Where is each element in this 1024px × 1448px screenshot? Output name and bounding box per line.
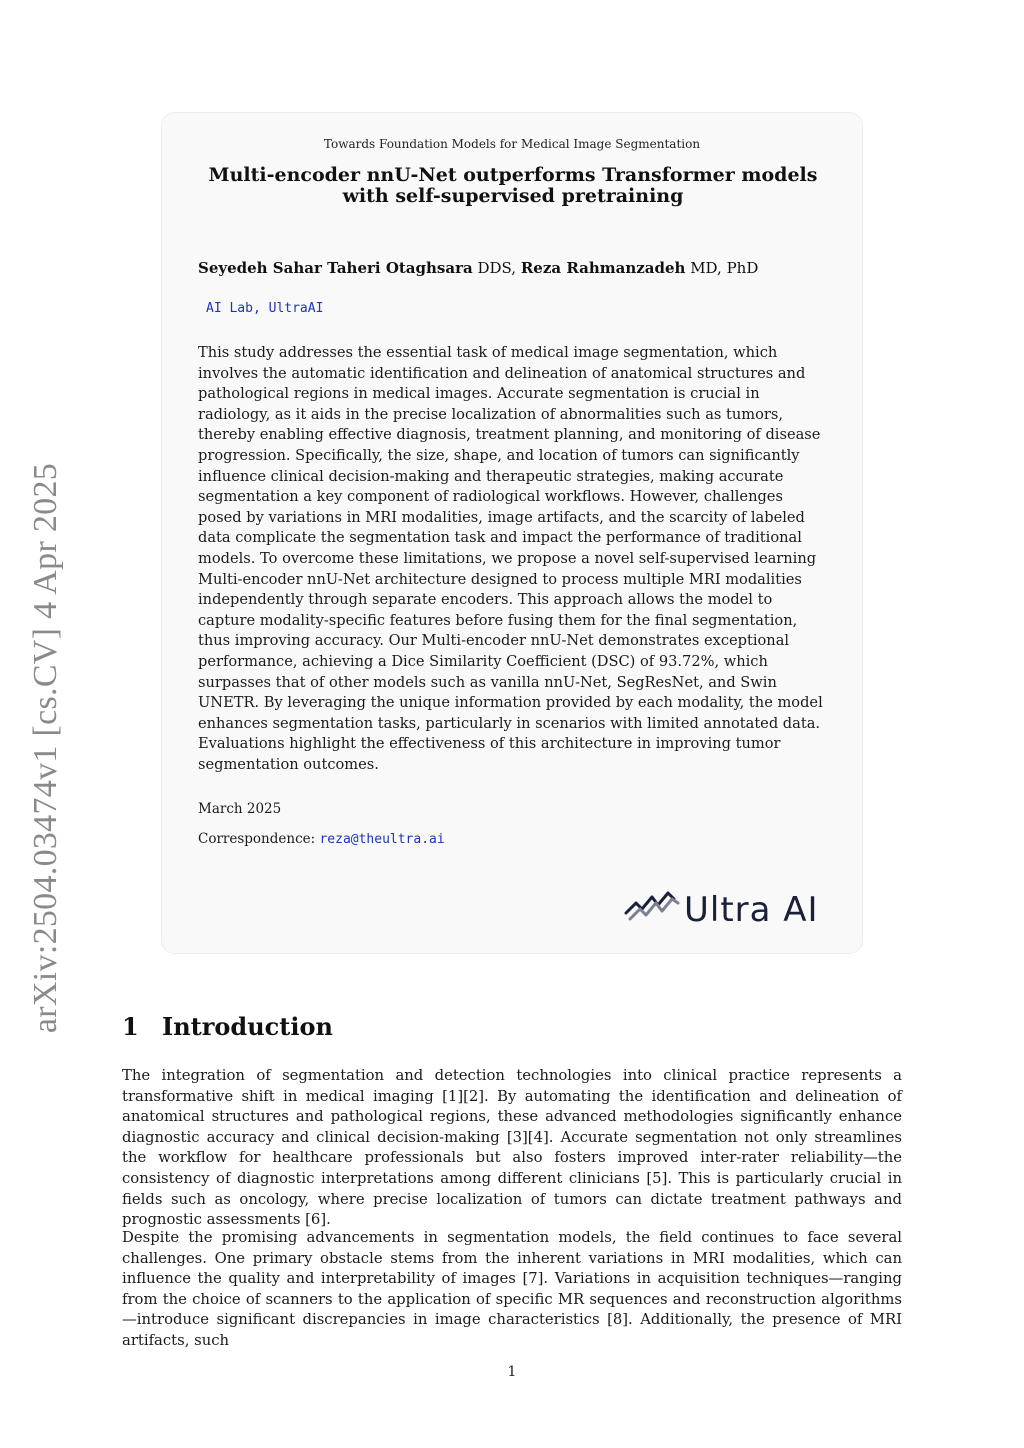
ultra-ai-logo — [622, 877, 832, 929]
running-head: Towards Foundation Models for Medical Image Segmentation — [323, 137, 701, 151]
author-separator: , — [511, 259, 521, 277]
correspondence-label: Correspondence: — [198, 831, 316, 847]
author-2-name: Reza Rahmanzadeh — [520, 259, 686, 277]
abstract-text: This study addresses the essential task of medical image segmentation, which involves the automatic identification and delineation of anatomical structures and pathological regions in medical images. Accurate segmentation is crucial in radiology, as it aids in the precise localization of abnormalities such as tumors, thereby enabling effective diagnosis, treatment planning, and monitoring of disease progression. Specifically, the size, shape, and location of tumors can significantly influence clinical decision-making and therapeutic strategies, making accurate segmentation a key component of radiological workflows. However, challenges posed by variations in MRI modalities, image artifacts, and the scarcity of labeled data complicate the segmentation task and impact the performance of traditional models. To overcome these limitations, we propose a novel self-supervised learning Multi-encoder nnU-Net architecture designed to process multiple MRI modalities independently through separate encoders. This approach allows the model to capture modality-specific features before fusing them for the final segmentation, thus improving accuracy. Our Multi-encoder nnU-Net demonstrates exceptional performance, achieving a Dice Similarity Coefficient (DSC) of 93.72%, which surpasses that of other models such as vanilla nnU-Net, SegResNet, and Swin UNETR. By leveraging the unique information provided by each modality, the model enhances segmentation tasks, particularly in scenarios with limited annotated data. Evaluations highlight the effectiveness of this architecture in improving tumor segmentation outcomes. — [198, 344, 823, 773]
title-block — [161, 112, 863, 954]
section-title-text: Introduction — [162, 1012, 333, 1041]
correspondence-line — [198, 831, 445, 847]
affiliation: AI Lab, UltraAI — [206, 301, 324, 316]
paper-title-line-1: Multi-encoder nnU-Net outperforms Transformer models — [208, 164, 818, 186]
author-1-name: Seyedeh Sahar Taheri Otaghsara — [198, 259, 473, 277]
paper-title-line-2: with self-supervised pretraining — [342, 185, 684, 207]
paper-title — [192, 165, 834, 207]
ultra-ai-logo-wordmark: Ultra AI — [684, 890, 819, 929]
arxiv-identifier-stamp: arXiv:2504.03474v1 [cs.CV] 4 Apr 2025 — [27, 462, 64, 1034]
author-2-degree: MD, PhD — [690, 259, 759, 277]
section-heading-introduction — [122, 1012, 333, 1041]
correspondence-email-link[interactable]: reza@theultra.ai — [319, 832, 445, 847]
author-list — [198, 259, 758, 277]
body-paragraph: The integration of segmentation and detection technologies into clinical practice represents a transformative shift in medical imaging [1][2]. By automating the identification and delineation of anatomical structures and pathological regions, these advanced methodologies significantly enhance diagnostic accuracy and clinical decision-making [3][4]. Accurate segmentation not only streamlines the workflow for healthcare professionals but also fosters improved inter-rater reliability—the consistency of diagnostic interpretations among different clinicians [5]. This is particularly crucial in fields such as oncology, where precise localization of tumors can dictate treatment pathways and prognostic assessments [6]. — [122, 1067, 902, 1229]
body-paragraph: Despite the promising advancements in segmentation models, the field continues to face several challenges. One primary obstacle stems from the inherent variations in MRI modalities, which can influence the quality and interpretability of images [7]. Variations in acquisition techniques—ranging from the choice of scanners to the application of specific MR sequences and reconstruction algorithms—introduce significant discrepancies in image characteristics [8]. Additionally, the presence of MRI artifacts, such — [122, 1229, 902, 1349]
publication-date: March 2025 — [198, 801, 282, 817]
ultra-ai-waveform-icon — [626, 893, 678, 919]
page-number: 1 — [507, 1364, 517, 1380]
section-number: 1 — [122, 1012, 139, 1041]
author-1-degree: DDS — [477, 259, 512, 277]
